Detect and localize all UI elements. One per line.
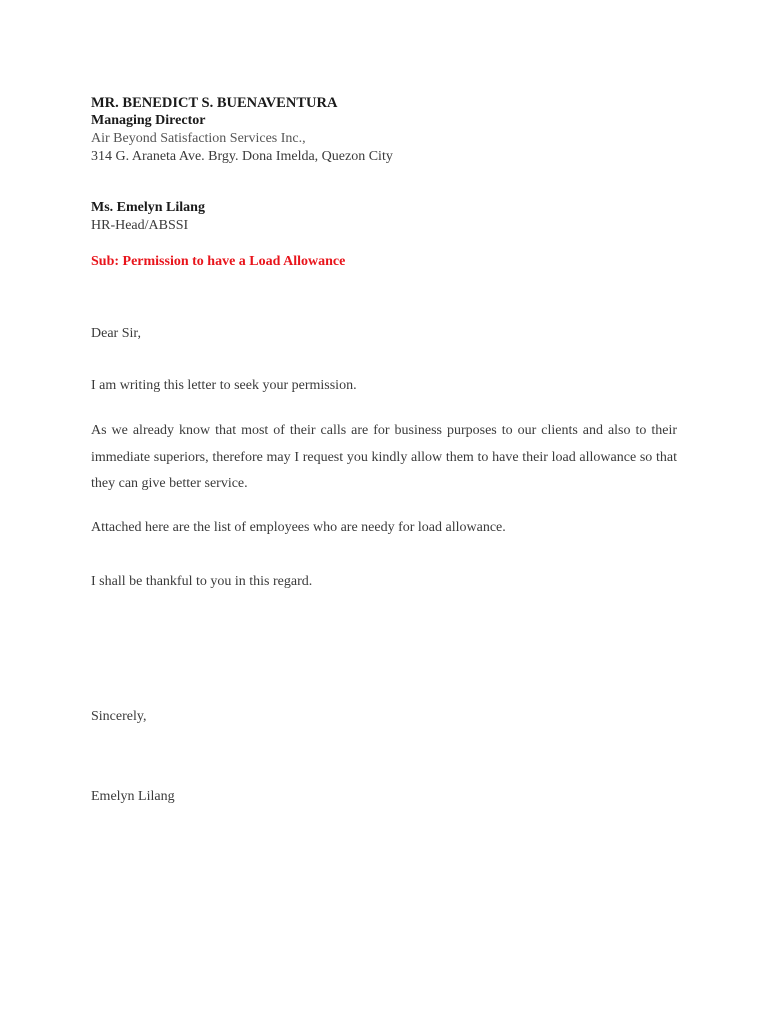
- sender-address: 314 G. Araneta Ave. Brgy. Dona Imelda, Quezon City: [91, 149, 393, 164]
- signature-name: Emelyn Lilang: [91, 789, 175, 804]
- salutation: Dear Sir,: [91, 326, 141, 341]
- paragraph-intro: I am writing this letter to seek your permission.: [91, 378, 357, 393]
- sender-name: MR. BENEDICT S. BUENAVENTURA: [91, 95, 338, 111]
- recipient-department: HR-Head/ABSSI: [91, 218, 189, 233]
- paragraph-thanks: I shall be thankful to you in this regard.: [91, 574, 313, 589]
- closing: Sincerely,: [91, 709, 147, 724]
- paragraph-attachment: Attached here are the list of employees who are needy for load allowance.: [91, 520, 506, 535]
- sender-company: Air Beyond Satisfaction Services Inc.,: [91, 131, 306, 146]
- paragraph-request: As we already know that most of their calls are for business purposes to our clients and also to their immediate superiors, therefore may I request you kindly allow them to have their load allowance so that they can give better service.: [91, 423, 677, 491]
- subject-line: Sub: Permission to have a Load Allowance: [91, 254, 346, 269]
- letter-page: [91, 0, 677, 1024]
- sender-title: Managing Director: [91, 113, 206, 128]
- recipient-name: Ms. Emelyn Lilang: [91, 200, 205, 215]
